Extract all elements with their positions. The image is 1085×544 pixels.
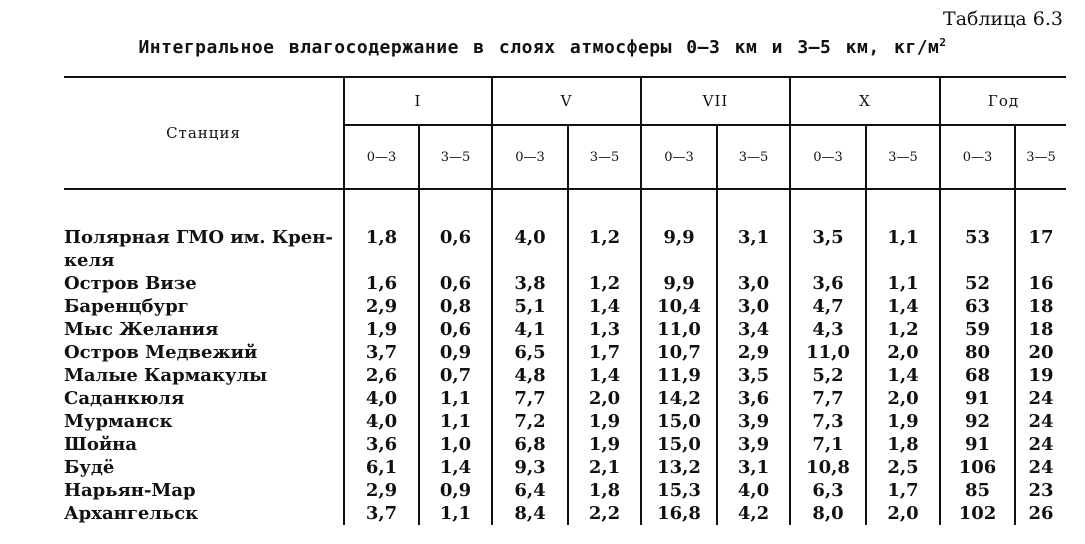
value-cell: 4,7 xyxy=(790,295,866,318)
value-cell: 14,2 xyxy=(641,387,717,410)
value-cell: 3,9 xyxy=(717,433,790,456)
value-cell: 1,4 xyxy=(866,295,940,318)
moisture-table xyxy=(64,76,1066,525)
layer-header: 3—5 xyxy=(866,125,940,189)
value-cell: 4,0 xyxy=(344,410,419,433)
table-row xyxy=(64,226,1066,272)
value-cell: 106 xyxy=(940,456,1015,479)
value-cell: 3,4 xyxy=(717,318,790,341)
table-row xyxy=(64,272,1066,295)
station-name-line: Саданкюля xyxy=(64,388,185,409)
table-caption xyxy=(0,36,1085,58)
value-cell: 0,7 xyxy=(419,364,492,387)
value-cell: 20 xyxy=(1015,341,1066,364)
layer-header: 0—3 xyxy=(940,125,1015,189)
value-cell: 2,6 xyxy=(344,364,419,387)
value-cell: 15,0 xyxy=(641,410,717,433)
value-cell: 0,9 xyxy=(419,341,492,364)
value-cell: 2,0 xyxy=(866,502,940,525)
station-name-line: Шойна xyxy=(64,434,138,455)
value-cell: 2,2 xyxy=(568,502,641,525)
value-cell: 52 xyxy=(940,272,1015,295)
value-cell: 1,7 xyxy=(568,341,641,364)
value-cell: 7,3 xyxy=(790,410,866,433)
value-cell: 16 xyxy=(1015,272,1066,295)
value-cell: 1,2 xyxy=(568,226,641,272)
value-cell: 3,6 xyxy=(344,433,419,456)
station-name xyxy=(64,456,344,479)
value-cell: 16,8 xyxy=(641,502,717,525)
value-cell: 1,7 xyxy=(866,479,940,502)
station-name-line: Полярная ГМО им. Крен- xyxy=(64,227,333,248)
value-cell: 1,0 xyxy=(419,433,492,456)
value-cell: 3,7 xyxy=(344,341,419,364)
station-name xyxy=(64,318,344,341)
value-cell: 1,8 xyxy=(568,479,641,502)
station-name xyxy=(64,272,344,295)
station-name-line: Малые Кармакулы xyxy=(64,365,268,386)
value-cell: 0,6 xyxy=(419,226,492,272)
value-cell: 18 xyxy=(1015,318,1066,341)
value-cell: 10,7 xyxy=(641,341,717,364)
value-cell: 8,4 xyxy=(492,502,568,525)
station-name xyxy=(64,410,344,433)
value-cell: 3,6 xyxy=(717,387,790,410)
group-header: X xyxy=(790,77,940,125)
layer-header: 3—5 xyxy=(717,125,790,189)
value-cell: 4,8 xyxy=(492,364,568,387)
value-cell: 2,1 xyxy=(568,456,641,479)
value-cell: 19 xyxy=(1015,364,1066,387)
value-cell: 91 xyxy=(940,387,1015,410)
value-cell: 3,1 xyxy=(717,226,790,272)
value-cell: 80 xyxy=(940,341,1015,364)
table-row xyxy=(64,318,1066,341)
value-cell: 6,8 xyxy=(492,433,568,456)
station-name-line: Будё xyxy=(64,457,115,478)
value-cell: 0,8 xyxy=(419,295,492,318)
value-cell: 24 xyxy=(1015,433,1066,456)
table-row xyxy=(64,387,1066,410)
value-cell: 1,9 xyxy=(866,410,940,433)
value-cell: 9,9 xyxy=(641,272,717,295)
station-name-line: келя xyxy=(64,250,115,271)
value-cell: 0,6 xyxy=(419,318,492,341)
value-cell: 13,2 xyxy=(641,456,717,479)
station-name xyxy=(64,295,344,318)
table-row xyxy=(64,456,1066,479)
value-cell: 1,9 xyxy=(568,410,641,433)
station-name-line: Остров Визе xyxy=(64,273,197,294)
value-cell: 6,3 xyxy=(790,479,866,502)
value-cell: 1,1 xyxy=(419,387,492,410)
value-cell: 1,4 xyxy=(568,364,641,387)
value-cell: 8,0 xyxy=(790,502,866,525)
value-cell: 11,9 xyxy=(641,364,717,387)
station-column-header: Станция xyxy=(64,77,344,189)
value-cell: 1,9 xyxy=(568,433,641,456)
value-cell: 15,0 xyxy=(641,433,717,456)
value-cell: 2,0 xyxy=(568,387,641,410)
value-cell: 7,2 xyxy=(492,410,568,433)
value-cell: 4,0 xyxy=(717,479,790,502)
value-cell: 5,1 xyxy=(492,295,568,318)
value-cell: 1,2 xyxy=(568,272,641,295)
table-row xyxy=(64,433,1066,456)
value-cell: 4,0 xyxy=(344,387,419,410)
group-header: Год xyxy=(940,77,1066,125)
value-cell: 0,9 xyxy=(419,479,492,502)
value-cell: 92 xyxy=(940,410,1015,433)
value-cell: 6,1 xyxy=(344,456,419,479)
value-cell: 9,3 xyxy=(492,456,568,479)
value-cell: 1,4 xyxy=(866,364,940,387)
value-cell: 2,5 xyxy=(866,456,940,479)
value-cell: 91 xyxy=(940,433,1015,456)
value-cell: 1,1 xyxy=(866,226,940,272)
table-row xyxy=(64,479,1066,502)
value-cell: 10,8 xyxy=(790,456,866,479)
value-cell: 59 xyxy=(940,318,1015,341)
value-cell: 7,7 xyxy=(492,387,568,410)
value-cell: 1,8 xyxy=(866,433,940,456)
value-cell: 5,2 xyxy=(790,364,866,387)
value-cell: 4,1 xyxy=(492,318,568,341)
group-header: I xyxy=(344,77,492,125)
station-name xyxy=(64,226,344,272)
value-cell: 1,4 xyxy=(419,456,492,479)
table-row xyxy=(64,502,1066,525)
value-cell: 18 xyxy=(1015,295,1066,318)
value-cell: 3,7 xyxy=(344,502,419,525)
station-name-line: Мурманск xyxy=(64,411,173,432)
value-cell: 3,0 xyxy=(717,295,790,318)
value-cell: 1,2 xyxy=(866,318,940,341)
value-cell: 2,9 xyxy=(344,479,419,502)
value-cell: 24 xyxy=(1015,410,1066,433)
value-cell: 11,0 xyxy=(641,318,717,341)
layer-header: 3—5 xyxy=(1015,125,1066,189)
value-cell: 9,9 xyxy=(641,226,717,272)
value-cell: 17 xyxy=(1015,226,1066,272)
table-row xyxy=(64,410,1066,433)
value-cell: 26 xyxy=(1015,502,1066,525)
layer-header: 0—3 xyxy=(492,125,568,189)
station-name xyxy=(64,502,344,525)
caption-text: Интегральное влагосодержание в слоях атмосферы 0—3 км и 3—5 км, кг/м xyxy=(138,37,940,58)
value-cell: 4,2 xyxy=(717,502,790,525)
value-cell: 1,3 xyxy=(568,318,641,341)
table-row xyxy=(64,295,1066,318)
value-cell: 3,0 xyxy=(717,272,790,295)
value-cell: 3,8 xyxy=(492,272,568,295)
layer-header: 0—3 xyxy=(344,125,419,189)
station-name-line: Остров Медвежий xyxy=(64,342,258,363)
caption-superscript: 2 xyxy=(939,36,947,49)
value-cell: 2,0 xyxy=(866,341,940,364)
value-cell: 2,9 xyxy=(344,295,419,318)
value-cell: 1,1 xyxy=(419,410,492,433)
value-cell: 1,4 xyxy=(568,295,641,318)
layer-header: 3—5 xyxy=(419,125,492,189)
value-cell: 10,4 xyxy=(641,295,717,318)
value-cell: 102 xyxy=(940,502,1015,525)
value-cell: 3,5 xyxy=(790,226,866,272)
group-header: V xyxy=(492,77,641,125)
value-cell: 23 xyxy=(1015,479,1066,502)
value-cell: 3,9 xyxy=(717,410,790,433)
table-number: Таблица 6.3 xyxy=(943,8,1063,30)
value-cell: 1,1 xyxy=(866,272,940,295)
table-row xyxy=(64,364,1066,387)
value-cell: 4,0 xyxy=(492,226,568,272)
station-name xyxy=(64,479,344,502)
group-header: VII xyxy=(641,77,790,125)
layer-header: 0—3 xyxy=(641,125,717,189)
value-cell: 24 xyxy=(1015,387,1066,410)
value-cell: 53 xyxy=(940,226,1015,272)
layer-header: 0—3 xyxy=(790,125,866,189)
station-name-line: Мыс Желания xyxy=(64,319,219,340)
station-name xyxy=(64,364,344,387)
value-cell: 6,4 xyxy=(492,479,568,502)
value-cell: 3,5 xyxy=(717,364,790,387)
value-cell: 1,8 xyxy=(344,226,419,272)
value-cell: 7,7 xyxy=(790,387,866,410)
value-cell: 11,0 xyxy=(790,341,866,364)
value-cell: 4,3 xyxy=(790,318,866,341)
value-cell: 1,9 xyxy=(344,318,419,341)
station-name xyxy=(64,341,344,364)
value-cell: 15,3 xyxy=(641,479,717,502)
value-cell: 6,5 xyxy=(492,341,568,364)
value-cell: 7,1 xyxy=(790,433,866,456)
value-cell: 85 xyxy=(940,479,1015,502)
value-cell: 24 xyxy=(1015,456,1066,479)
station-name-line: Баренцбург xyxy=(64,296,189,317)
table-row xyxy=(64,341,1066,364)
value-cell: 3,6 xyxy=(790,272,866,295)
layer-header: 3—5 xyxy=(568,125,641,189)
value-cell: 2,9 xyxy=(717,341,790,364)
value-cell: 2,0 xyxy=(866,387,940,410)
station-name-line: Нарьян-Мар xyxy=(64,480,196,501)
value-cell: 1,1 xyxy=(419,502,492,525)
station-name-line: Архангельск xyxy=(64,503,199,524)
station-name xyxy=(64,387,344,410)
value-cell: 3,1 xyxy=(717,456,790,479)
value-cell: 0,6 xyxy=(419,272,492,295)
value-cell: 1,6 xyxy=(344,272,419,295)
value-cell: 68 xyxy=(940,364,1015,387)
station-name xyxy=(64,433,344,456)
value-cell: 63 xyxy=(940,295,1015,318)
